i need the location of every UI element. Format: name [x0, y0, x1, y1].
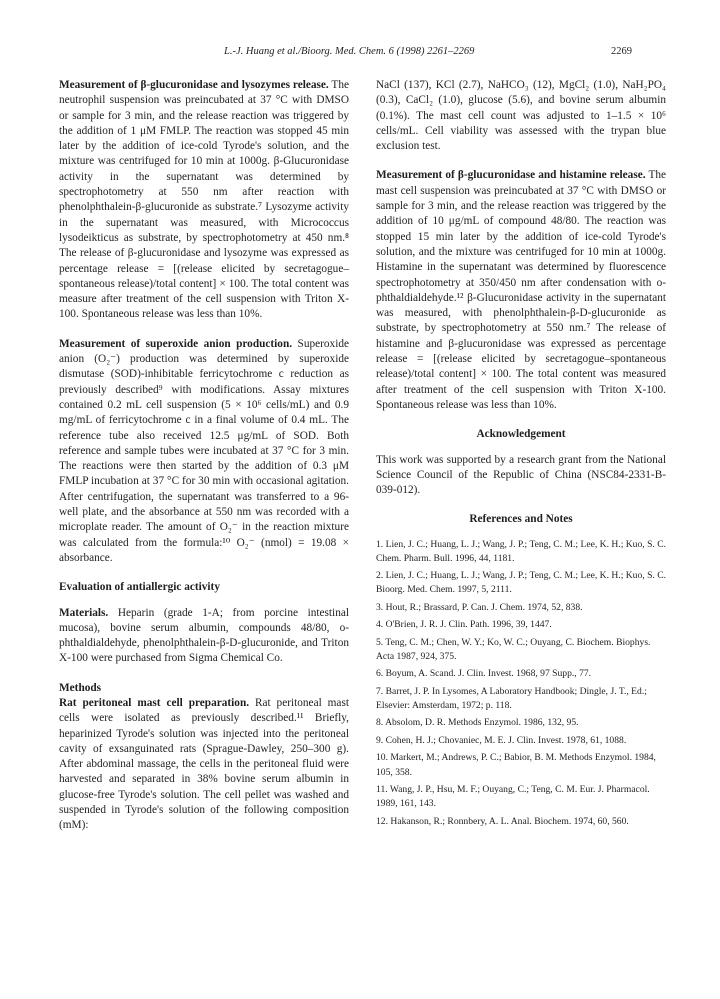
reference-item: 9. Cohen, H. J.; Chovaniec, M. E. J. Clin. Invest. 1978, 61, 1088.: [376, 734, 627, 746]
acknowledgement-body: This work was supported by a research grant from the National Science Council of the Republic of China (NSC84-2331-B-039-012).: [376, 453, 666, 497]
paragraph-mast-cell-prep: [59, 696, 349, 834]
paragraph-body: Heparin (grade 1-A; from porcine intestinal mucosa), bovine serum albumin, compounds 48/80, o-phthaldialdehyde, phenolphthalein-β-D-glucuronide, and Triton X-100 were purchased from Sigma Chemical Co.: [59, 606, 349, 665]
paragraph-heading: Measurement of superoxide anion production.: [59, 337, 293, 350]
reference-list: [376, 538, 666, 829]
reference-item: 3. Hout, R.; Brassard, P. Can. J. Chem. 1974, 52, 838.: [376, 601, 583, 613]
reference-item: 1. Lien, J. C.; Huang, L. J.; Wang, J. P.; Teng, C. M.; Lee, K. H.; Kuo, S. C. Chem. Pharm. Bull. 1996, 44, 1181.: [376, 538, 667, 564]
paragraph-heading: Rat peritoneal mast cell preparation.: [59, 696, 250, 709]
paragraph-heading: Measurement of β-glucuronidase and histamine release.: [376, 169, 646, 182]
paragraph-body: Superoxide anion (O₂⁻) production was determined by superoxide dismutase (SOD)-inhibitable ferricytochrome c reduction as previously described⁹ with modifications. Assay mixtures contained 0.2 mL cell suspension (5 × 10⁶ cells/mL) and 0.9 mg/mL of ferricytochrome c in a final volume of 0.4 mL. The reference tube also received 12.5 μg/mL of SOD. Both reference and sample tubes were incubated at 37 °C for 3 min. The reactions were then started by the addition of 0.3 μM FMLP incubation at 37 °C for 30 min with occasional agitation. After centrifugation, the supernatant was transferred to a 96-well plate, and the absorbance at 550 nm was recorded with a microplate reader. The amount of O₂⁻ in the reaction mixture was calculated from the formula:¹⁰ O₂⁻ (nmol) = 19.08 × absorbance.: [59, 337, 349, 564]
running-title: L.-J. Huang et al./Bioorg. Med. Chem. 6 (1998) 2261–2269: [224, 46, 475, 57]
reference-item: 12. Hakanson, R.; Ronnbery, A. L. Anal. Biochem. 1974, 60, 560.: [376, 815, 629, 827]
methods-heading: Methods: [59, 681, 102, 694]
paragraph-body: The mast cell suspension was preincubated at 37 °C with DMSO or sample for 3 min, and the release reaction was triggered by the addition of 10 μg/mL of compound 48/80. The reaction was stopped 15 min later by the addition of ice-cold Tyrode's solution, and the mixture was centrifuged for 10 min at 1000g. Histamine in the supernatant was determined by fluorescence spectrophotometry at 350/450 nm after condensation with o-phthaldialdehyde.¹² β-Glucuronidase activity in the supernatant was measured, with phenolphthalein-β-D-glucuronide as substrate, by spectrophotometry at 550 nm.⁷ The release of histamine and β-glucuronidase was expressed as percentage release = [(release elicited by secretagogue–spontaneous release)/total content] × 100. The total content was measured after treatment of the cell suspension with Triton X-100. Spontaneous release was less than 10%.: [376, 169, 667, 411]
acknowledgement-heading: Acknowledgement: [476, 428, 566, 441]
reference-item: 7. Barret, J. P. In Lysomes, A Laboratory Handbook; Dingle, J. T., Ed.; Elsevier: Amsterdam, 1972; p. 118.: [376, 685, 647, 711]
reference-item: 6. Boyum, A. Scand. J. Clin. Invest. 1968, 97 Supp., 77.: [376, 668, 592, 680]
section-heading: Evaluation of antiallergic activity: [59, 581, 220, 594]
page-number: 2269: [611, 46, 632, 57]
paragraph-body: Rat peritoneal mast cells were isolated as previously described.¹¹ Briefly, heparinized Tyrode's solution was injected into the peritoneal cavity of exsanguinated rats (Sprague-Dawley, 250–300 g). After abdominal massage, the cells in the peritoneal fluid were harvested and separated in 38% bovine serum albumin in glucose-free Tyrode's solution. The cell pellet was washed and suspended in Tyrode's solution of the following composition (mM):: [59, 696, 349, 832]
paragraph-materials: [59, 606, 349, 667]
reference-item: 11. Wang, J. P., Hsu, M. F.; Ouyang, C.; Teng, C. M. Eur. J. Pharmacol. 1989, 161, 143.: [376, 784, 650, 810]
reference-item: 4. O'Brien, J. R. J. Clin. Path. 1996, 39, 1447.: [376, 619, 552, 631]
paragraph-tyrode-composition: NaCl (137), KCl (2.7), NaHCO₃ (12), MgCl₂ (1.0), NaH₂PO₄ (0.3), CaCl₂ (1.0), glucose (5.6), and bovine serum albumin (0.1%). The mast cell count was adjusted to 1–1.5 × 10⁶ cells/mL. Cell viability was assessed with the trypan blue exclusion test.: [376, 79, 666, 153]
left-column: [59, 78, 349, 848]
right-column: [376, 78, 666, 832]
paragraph-glucuronidase-histamine: [376, 168, 666, 413]
reference-item: 2. Lien, J. C.; Huang, L. J.; Wang, J. P.; Teng, C. M.; Lee, K. H.; Kuo, S. C. Bioorg. Med. Chem. 1997, 5, 2111.: [376, 570, 667, 596]
paragraph-heading: Measurement of β-glucuronidase and lysozymes release.: [59, 79, 329, 91]
paragraph-superoxide: [59, 337, 349, 566]
references-heading: References and Notes: [469, 513, 573, 526]
paragraph-body: The neutrophil suspension was preincubated at 37 °C with DMSO or sample for 3 min, and the release reaction was triggered by the addition of 1 μM FMLP. The reaction was stopped 45 min later by the addition of ice-cold Tyrode's solution, and the mixture was centrifuged for 10 min at 1000g. β-Glucuronidase activity in the supernatant was determined by spectrophotometry at 550 nm after reaction with phenolphthalein-β-glucuronide as substrate.⁷ Lysozyme activity in the supernatant was measured, with Micrococcus lysodeikticus as substrate, by spectrophotometry at 450 nm.⁸ The release of β-glucuronidase and lysozyme was expressed as percentage release = [(release elicited by secretagogue–spontaneous release)/total content] × 100. The total content was measure after treatment of the cell suspension with Triton X-100. Spontaneous release was less than 10%.: [59, 79, 349, 321]
paragraph-glucuronidase-lysozyme: [59, 78, 349, 323]
reference-item: 5. Teng, C. M.; Chen, W. Y.; Ko, W. C.; Ouyang, C. Biochem. Biophys. Acta 1987, 924, 375.: [376, 636, 651, 662]
reference-item: 8. Absolom, D. R. Methods Enzymol. 1986, 132, 95.: [376, 717, 579, 729]
reference-item: 10. Markert, M.; Andrews, P. C.; Babior, B. M. Methods Enzymol. 1984, 105, 358.: [376, 752, 656, 778]
paragraph-heading: Materials.: [59, 606, 109, 619]
